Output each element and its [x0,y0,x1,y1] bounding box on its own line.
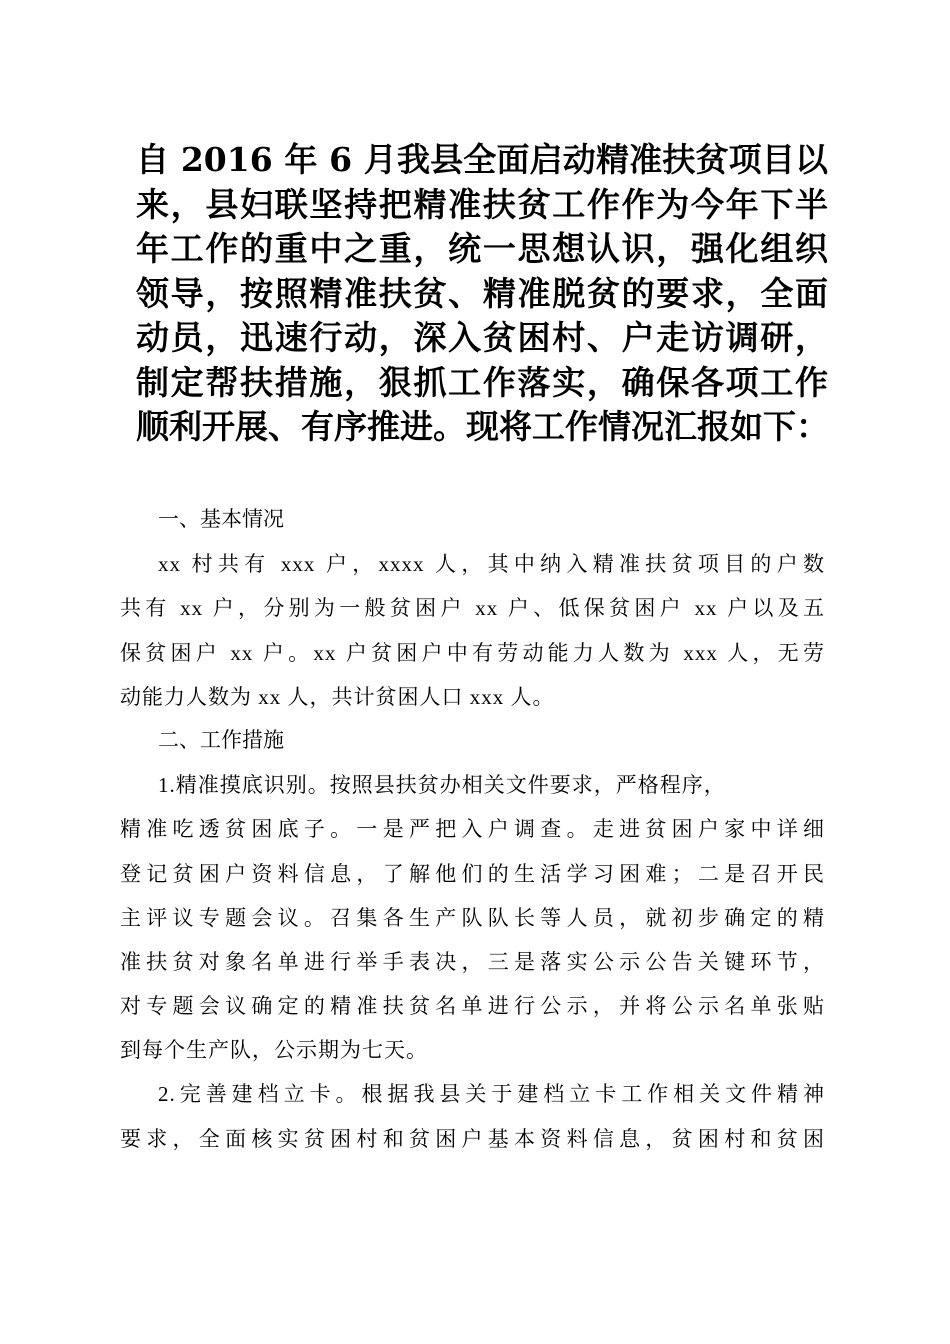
body-line: 对专题会议确定的精准扶贫名单进行公示，并将公示名单张贴 [120,994,825,1019]
body-line: 保贫困户 xx 户。xx 户贫困户中有劳动能力人数为 xxx 人，无劳 [120,640,825,665]
document-body [120,498,825,1161]
body-line: 要求，全面核实贫困村和贫困户基本资料信息，贫困村和贫困 [120,1126,825,1151]
intro-paragraph [136,138,828,450]
body-line: 到每个生产队，公示期为七天。 [120,1038,428,1063]
body-line: 1.精准摸底识别。按照县扶贫办相关文件要求，严格程序， [158,773,726,798]
intro-line: 来，县妇联坚持把精准扶贫工作作为今年下半 [136,184,828,224]
intro-line: 自 2016 年 6 月我县全面启动精准扶贫项目以 [136,140,828,179]
intro-line: 制定帮扶措施，狠抓工作落实，确保各项工作 [136,362,828,402]
body-line: xx 村共有 xxx 户，xxxx 人，其中纳入精准扶贫项目的户数 [158,552,825,577]
body-line: 主评议专题会议。召集各生产队队长等人员，就初步确定的精 [120,905,825,930]
intro-line: 年工作的重中之重，统一思想认识，强化组织 [136,229,828,268]
body-line: 共有 xx 户，分别为一般贫困户 xx 户、低保贫困户 xx 户以及五 [120,596,825,621]
section-heading-work-measures: 二、工作措施 [158,728,284,752]
intro-line: 领导，按照精准扶贫、精准脱贫的要求，全面 [136,273,828,313]
intro-line: 顺利开展、有序推进。现将工作情况汇报如下： [136,407,829,446]
body-line: 登记贫困户资料信息，了解他们的生活学习困难；二是召开民 [120,861,825,886]
body-line: 动能力人数为 xx 人，共计贫困人口 xxx 人。 [120,684,555,709]
section-heading-basic-situation: 一、基本情况 [158,508,284,531]
body-line: 2.完善建档立卡。根据我县关于建档立卡工作相关文件精神 [158,1082,825,1107]
intro-line: 动员，迅速行动，深入贫困村、户走访调研， [136,318,828,357]
body-line: 精准吃透贫困底子。一是严把入户调查。走进贫困户家中详细 [120,817,825,842]
body-line: 准扶贫对象名单进行举手表决，三是落实公示公告关键环节， [120,949,825,974]
